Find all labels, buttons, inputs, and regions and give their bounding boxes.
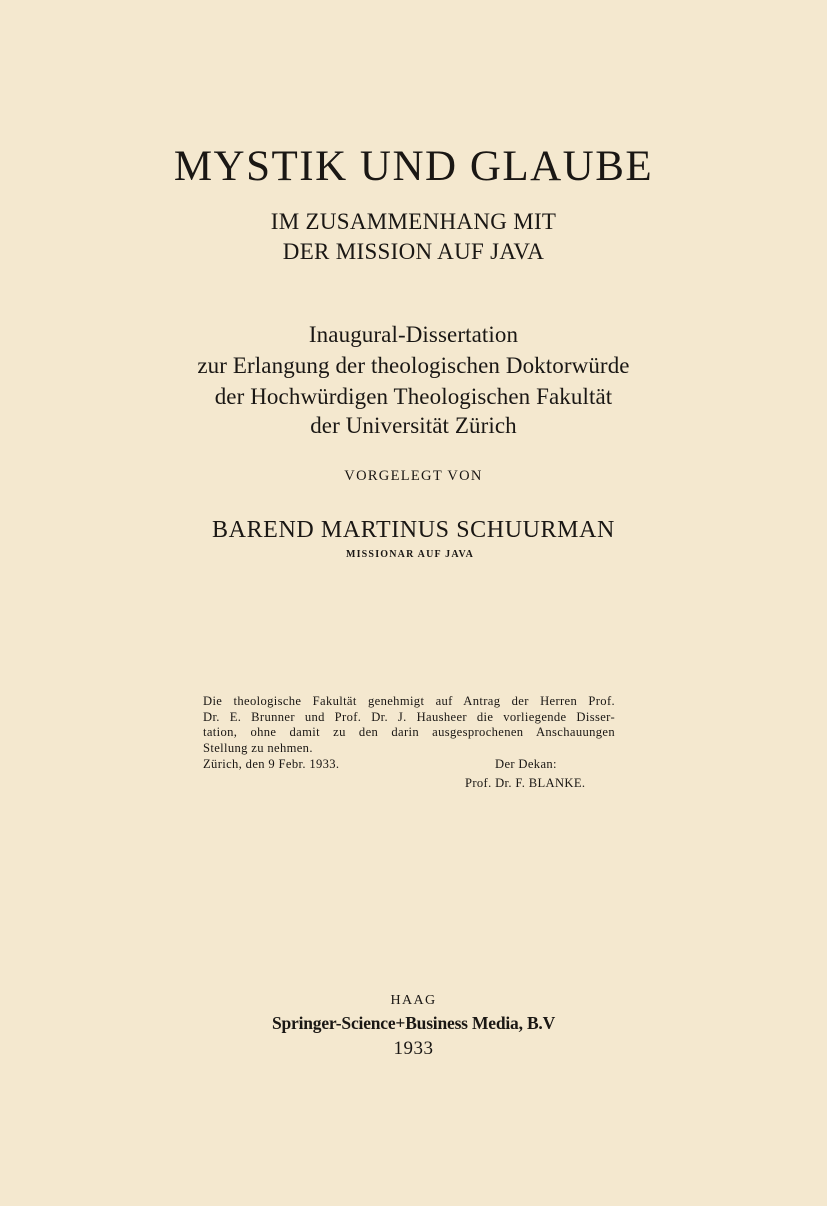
author-name: BAREND MARTINUS SCHUURMAN xyxy=(212,517,615,543)
author-role: MISSIONAR AUF JAVA xyxy=(345,549,475,560)
dissertation-line-1: Inaugural-Dissertation xyxy=(308,322,519,347)
approval-line-1: Die theologische Fakultät genehmigt auf Antrag der Herren Prof. xyxy=(203,694,615,708)
imprint-city: HAAG xyxy=(390,993,437,1008)
place-date: Zürich, den 9 Febr. 1933. xyxy=(203,757,340,771)
subtitle-line-1: IM ZUSAMMENHANG MIT xyxy=(270,209,557,234)
presented-by-label: VORGELEGT VON xyxy=(344,468,483,484)
imprint-publisher: Springer-Science+Business Media, B.V xyxy=(271,1013,556,1033)
imprint-year: 1933 xyxy=(393,1038,434,1059)
dean-label: Der Dekan: xyxy=(495,757,557,771)
dean-name: Prof. Dr. F. BLANKE. xyxy=(465,776,586,790)
approval-line-3: tation, ohne damit zu den darin ausgesprochenen Anschauungen xyxy=(203,725,615,739)
approval-line-2: Dr. E. Brunner und Prof. Dr. J. Hausheer die vorliegende Disser- xyxy=(203,709,615,724)
dissertation-line-3: der Hochwürdigen Theologischen Fakultät xyxy=(214,384,613,409)
subtitle-line-2: DER MISSION AUF JAVA xyxy=(282,239,545,264)
dissertation-line-2: zur Erlangung der theologischen Doktorwürde xyxy=(197,353,630,378)
approval-notice xyxy=(203,694,615,756)
dissertation-line-4: der Universität Zürich xyxy=(310,413,517,438)
book-title: MYSTIK UND GLAUBE xyxy=(173,143,654,190)
approval-line-4: Stellung zu nehmen. xyxy=(203,740,313,755)
